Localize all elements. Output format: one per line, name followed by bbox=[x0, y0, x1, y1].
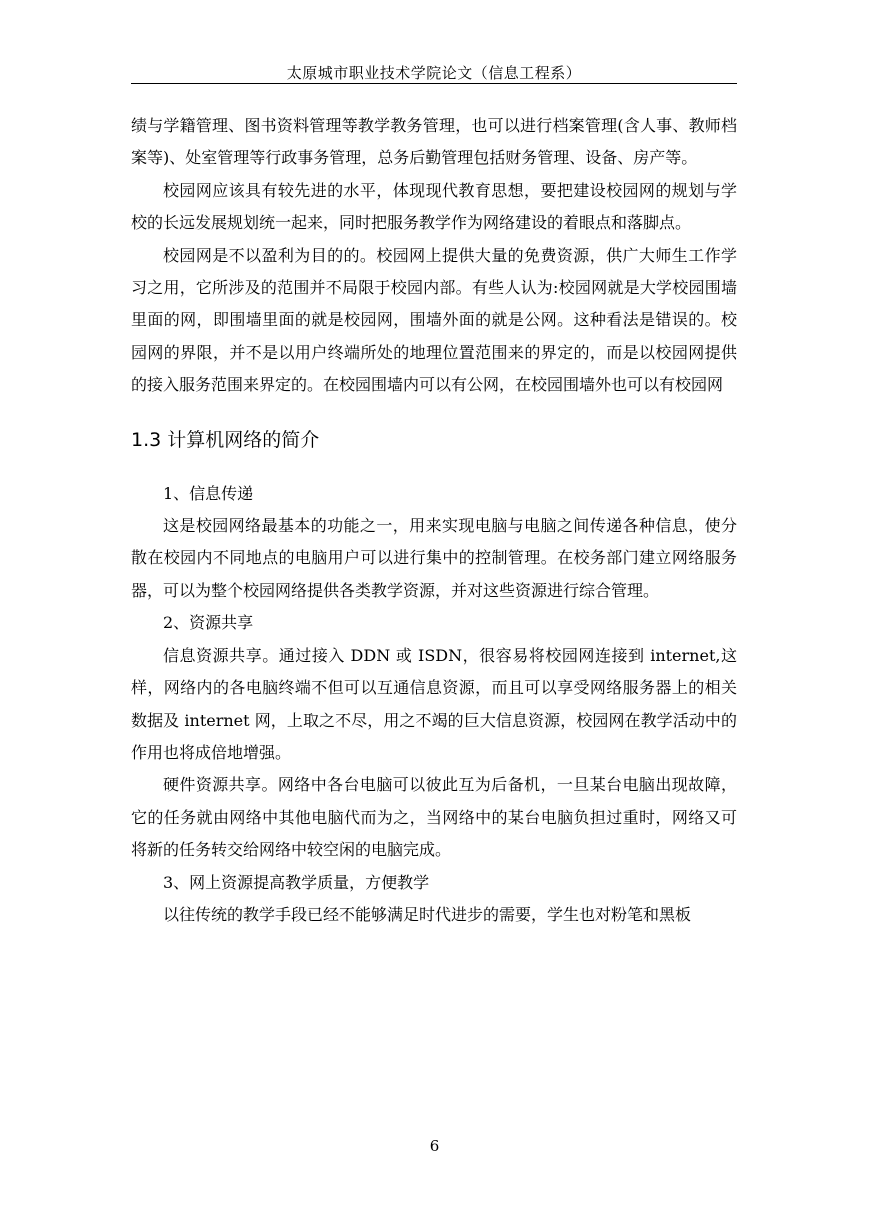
paragraph-continued: 绩与学籍管理、图书资料管理等教学教务管理，也可以进行档案管理(含人事、教师档案等)、处室管理等行政事务管理，总务后勤管理包括财务管理、设备、房产等。 bbox=[131, 116, 737, 168]
section-heading: 1.3 计算机网络的简介 bbox=[131, 428, 320, 451]
item-title: 1、信息传递 bbox=[163, 483, 254, 503]
paragraph: 硬件资源共享。网络中各台电脑可以彼此互为后备机，一旦某台电脑出现故障，它的任务就由网络中其他电脑代而为之，当网络中的某台电脑负担过重时，网络又可将新的任务转交给网络中较空闲的电脑完成。 bbox=[131, 775, 737, 860]
running-header: 太原城市职业技术学院论文（信息工程系） bbox=[286, 64, 582, 82]
page-number: 6 bbox=[429, 1137, 440, 1155]
item-title: 2、资源共享 bbox=[163, 613, 254, 633]
header-divider bbox=[131, 83, 737, 84]
paragraph: 这是校园网络最基本的功能之一，用来实现电脑与电脑之间传递各种信息，使分散在校园内不同地点的电脑用户可以进行集中的控制管理。在校务部门建立网络服务器，可以为整个校园网络提供各类教学资源，并对这些资源进行综合管理。 bbox=[131, 516, 737, 600]
paragraph: 校园网应该具有较先进的水平，体现现代教育思想，要把建设校园网的规划与学校的长远发展规划统一起来，同时把服务教学作为网络建设的着眼点和落脚点。 bbox=[131, 180, 737, 233]
paragraph: 校园网是不以盈利为目的的。校园网上提供大量的免费资源，供广大师生工作学习之用，它所涉及的范围并不局限于校园内部。有些人认为:校园网就是大学校园围墙里面的网，即围墙里面的就是校园网，围墙外面的就是公网。这种看法是错误的。校园网的界限，并不是以用户终端所处的地理位置范围来的界定的，而是以校园网提供的接入服务范围来界定的。在校园围墙内可以有公网，在校园围墙外也可以有校园网 bbox=[131, 245, 737, 395]
page-body bbox=[131, 110, 737, 931]
paragraph: 信息资源共享。通过接入 DDN 或 ISDN，很容易将校园网连接到 internet,这样，网络内的各电脑终端不但可以互通信息资源，而且可以享受网络服务器上的相关数据及 internet 网，上取之不尽，用之不竭的巨大信息资源，校园网在教学活动中的作用也将成倍地增强。 bbox=[131, 645, 737, 762]
item-title: 3、网上资源提高教学质量，方便教学 bbox=[163, 872, 430, 892]
paragraph: 以往传统的教学手段已经不能够满足时代进步的需要，学生也对粉笔和黑板 bbox=[163, 904, 692, 924]
